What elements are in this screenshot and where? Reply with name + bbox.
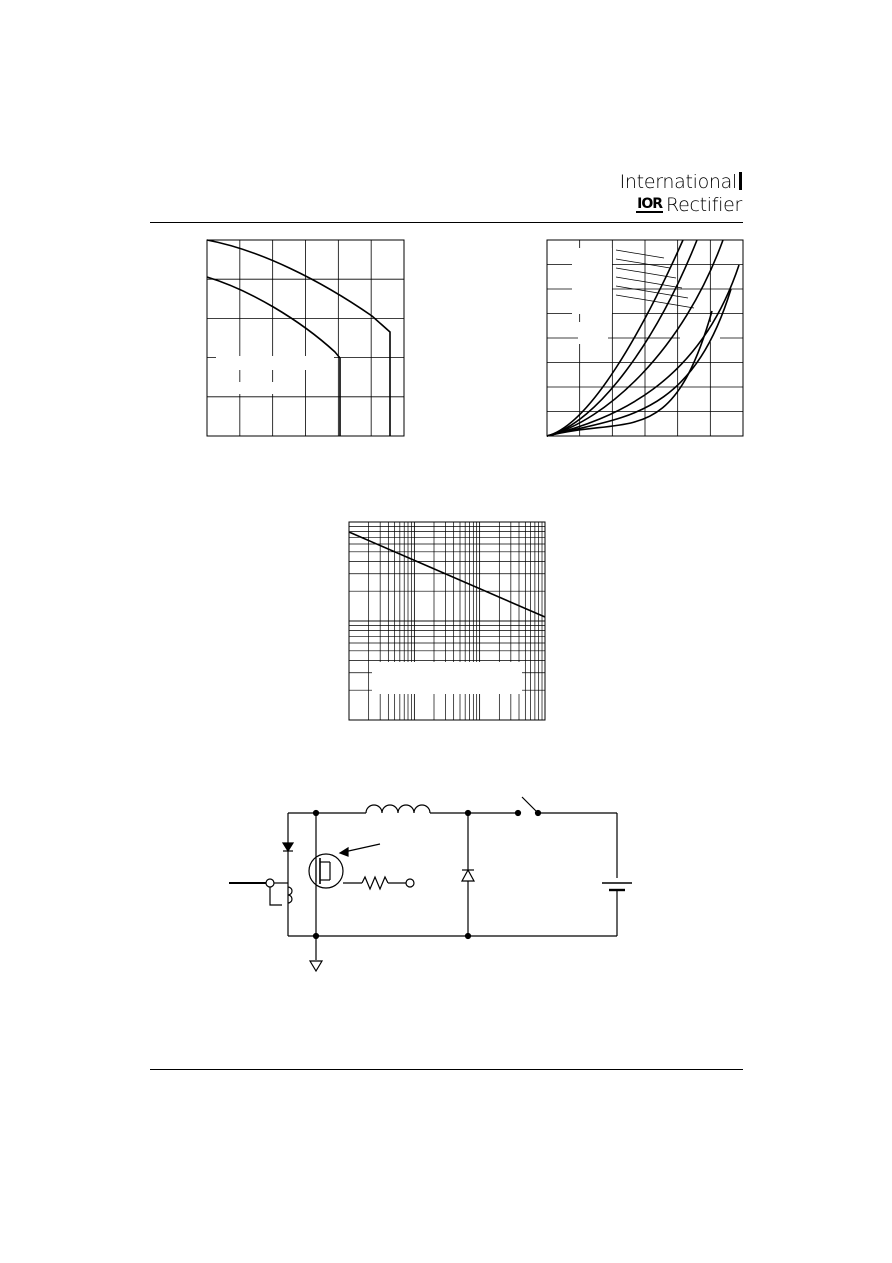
chart-line	[349, 532, 545, 617]
resistor-symbol	[362, 877, 388, 889]
leader-line	[616, 250, 664, 258]
ground-icon	[310, 961, 322, 971]
switch-contact	[536, 811, 541, 816]
switch-blade	[522, 797, 536, 811]
label-mask	[216, 356, 334, 370]
logo-line-rectifier: IOR Rectifier	[637, 194, 742, 216]
pointer-arrow	[340, 848, 348, 856]
diode-symbol	[283, 843, 293, 851]
device-outline	[309, 854, 343, 888]
figure-top-right	[547, 240, 743, 436]
chart-grid	[207, 240, 404, 436]
label-mask	[372, 662, 522, 694]
switch-contact	[516, 811, 521, 816]
label-mask	[216, 382, 296, 394]
leader-line	[616, 259, 670, 268]
figure-top-left	[207, 240, 404, 436]
leader-line	[616, 286, 688, 298]
ior-logo-mark: IOR	[637, 196, 663, 212]
curve-upper	[207, 240, 390, 436]
inductor-symbol	[366, 805, 430, 813]
junction	[466, 811, 471, 816]
label-mask	[572, 248, 612, 314]
logo-line-international: International	[620, 172, 742, 192]
diode-symbol	[462, 870, 474, 881]
junction	[314, 811, 319, 816]
pointer-line	[344, 844, 380, 852]
figure-test-circuit	[229, 797, 632, 971]
leader-line	[616, 277, 682, 288]
junction	[466, 934, 471, 939]
terminal	[406, 879, 414, 887]
figure-log-chart	[349, 522, 545, 720]
label-mask	[578, 322, 608, 344]
probe-terminal	[266, 879, 274, 887]
wire	[270, 887, 282, 905]
